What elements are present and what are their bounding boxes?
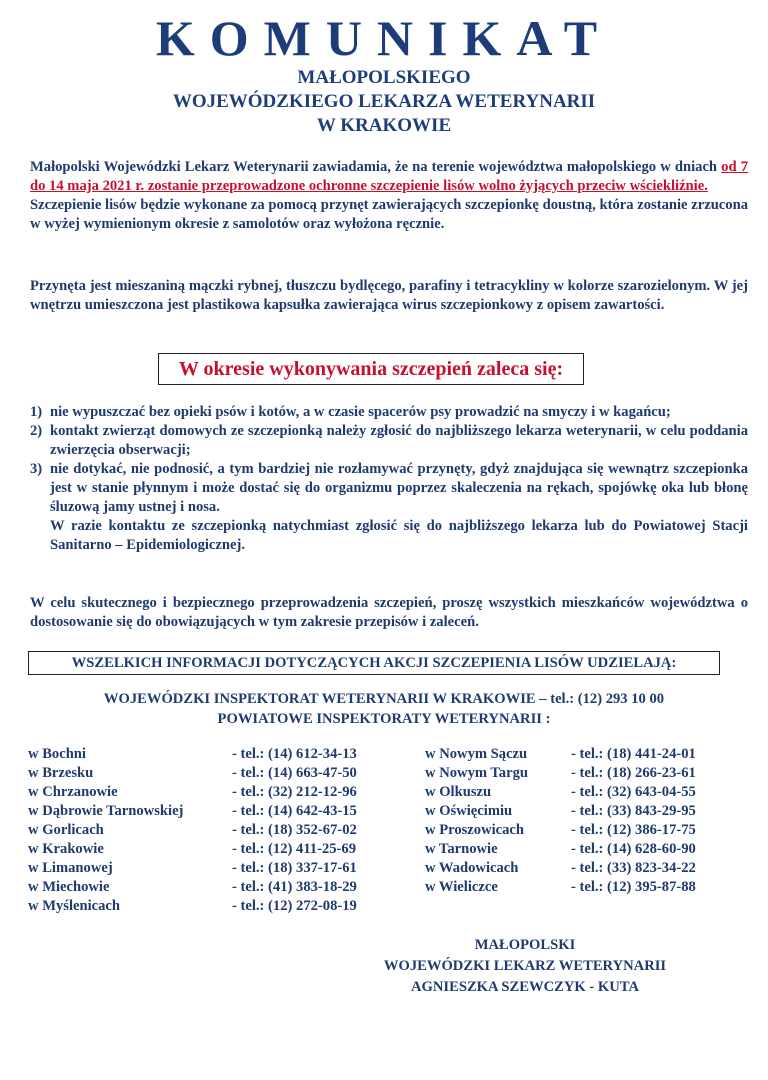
- contact-town: w Wadowicach: [425, 860, 519, 876]
- contact-row: [28, 764, 357, 783]
- recommendation-item: [30, 422, 748, 460]
- recommendation-heading: W okresie wykonywania szczepień zaleca się:: [158, 353, 584, 385]
- signature-line-2: WOJEWÓDZKI LEKARZ WETERYNARII: [383, 958, 667, 974]
- contact-row: [425, 802, 696, 821]
- contact-town: w Tarnowie: [425, 841, 498, 857]
- contact-row: [28, 859, 357, 878]
- recommendation-number: 1): [30, 404, 43, 420]
- contact-town: w Chrzanowie: [28, 784, 118, 800]
- contact-phone: - tel.: (33) 843-29-95: [571, 803, 696, 819]
- contact-row: [425, 840, 696, 859]
- bait-paragraph: Przynęta jest mieszaniną mączki rybnej, tłuszczu bydlęcego, parafiny i tetracykliny w kolorze szarozielonym. W jej wnętrzu umieszczona jest plastikowa kapsułka zawierająca wirus szczepionkowy z opisem zawartości.: [30, 278, 748, 313]
- contact-row: [425, 745, 696, 764]
- contact-town: w Gorlicach: [28, 822, 104, 838]
- contact-town: w Oświęcimiu: [425, 803, 513, 819]
- contact-phone: - tel.: (18) 352-67-02: [232, 822, 357, 838]
- contact-town: w Nowym Targu: [425, 765, 528, 781]
- issuer-heading: [0, 66, 768, 138]
- recommendation-list: [30, 403, 748, 555]
- info-heading: WSZELKICH INFORMACJI DOTYCZĄCYCH AKCJI SZCZEPIENIA LISÓW UDZIELAJĄ:: [28, 651, 720, 675]
- contacts-left-column: [28, 745, 357, 916]
- vaccination-dates-highlight: od 7 do 14 maja 2021 r. zostanie przeprowadzone ochronne szczepienie lisów wolno żyjących przeciw wściekliźnie.: [30, 159, 749, 194]
- contact-phone: - tel.: (14) 642-43-15: [232, 803, 357, 819]
- contact-row: [28, 745, 357, 764]
- recommendation-item: [30, 460, 748, 517]
- document-title: KOMUNIKAT: [155, 10, 613, 66]
- contact-phone: - tel.: (14) 663-47-50: [232, 765, 357, 781]
- recommendation-item: [30, 403, 748, 422]
- contact-row: [28, 840, 357, 859]
- intro-paragraph: [30, 158, 748, 234]
- recommendation-number: 3): [30, 461, 43, 477]
- contact-note: W razie kontaktu ze szczepionką natychmiast zgłosić się do najbliższego lekarza lub do Powiatowej Stacji Sanitarno – Epidemiologicznej.: [50, 518, 748, 553]
- contact-phone: - tel.: (12) 411-25-69: [232, 841, 357, 857]
- main-inspectorate: WOJEWÓDZKI INSPEKTORAT WETERYNARII W KRAKOWIE – tel.: (12) 293 10 00: [103, 691, 665, 707]
- signature-line-1: MAŁOPOLSKI: [474, 937, 576, 953]
- contact-row: [28, 821, 357, 840]
- recommendation-text: nie wypuszczać bez opieki psów i kotów, a w czasie spacerów psy prowadzić na smyczy i w kagańcu;: [50, 404, 671, 420]
- contact-row: [425, 783, 696, 802]
- contact-phone: - tel.: (41) 383-18-29: [232, 879, 357, 895]
- contact-town: w Myślenicach: [28, 898, 121, 914]
- contacts-right-column: [425, 745, 696, 897]
- contact-phone: - tel.: (18) 337-17-61: [232, 860, 357, 876]
- recommendation-text: nie dotykać, nie podnosić, a tym bardziej nie rozłamywać przynęty, gdyż znajdująca się wewnątrz szczepionka jest w stanie płynnym i może dostać się do organizmu poprzez skaleczenia na rękach, spojówkę oka lub błonę śluzową jamy ustnej i nosa.: [50, 461, 748, 515]
- contact-row: [28, 783, 357, 802]
- contact-phone: - tel.: (33) 823-34-22: [571, 860, 696, 876]
- contact-phone: - tel.: (14) 628-60-90: [571, 841, 696, 857]
- contact-town: w Krakowie: [28, 841, 104, 857]
- intro-text: Małopolski Wojewódzki Lekarz Weterynarii zawiadamia, że na terenie województwa małopolskiego w dniach: [30, 159, 722, 175]
- contact-phone: - tel.: (32) 212-12-96: [232, 784, 357, 800]
- contact-phone: - tel.: (12) 386-17-75: [571, 822, 696, 838]
- contact-row: [425, 878, 696, 897]
- issuer-line-2: WOJEWÓDZKIEGO LEKARZA WETERYNARII: [172, 91, 596, 112]
- contact-town: w Dąbrowie Tarnowskiej: [28, 803, 184, 819]
- contact-town: w Proszowicach: [425, 822, 525, 838]
- contact-row: [28, 878, 357, 897]
- signature-line-3: AGNIESZKA SZEWCZYK - KUTA: [410, 979, 639, 995]
- contact-phone: - tel.: (32) 643-04-55: [571, 784, 696, 800]
- contact-town: w Miechowie: [28, 879, 110, 895]
- contact-phone: - tel.: (14) 612-34-13: [232, 746, 357, 762]
- contact-town: w Bochni: [28, 746, 86, 762]
- issuer-line-3: W KRAKOWIE: [316, 115, 452, 136]
- contact-phone: - tel.: (18) 266-23-61: [571, 765, 696, 781]
- contact-row: [28, 802, 357, 821]
- contact-row: [425, 859, 696, 878]
- contact-row: [425, 764, 696, 783]
- recommendation-number: 2): [30, 423, 43, 439]
- contact-town: w Olkuszu: [425, 784, 492, 800]
- contact-row: [425, 821, 696, 840]
- contact-town: w Limanowej: [28, 860, 113, 876]
- contact-phone: - tel.: (12) 272-08-19: [232, 898, 357, 914]
- contact-town: w Nowym Sączu: [425, 746, 528, 762]
- contact-town: w Wieliczce: [425, 879, 498, 895]
- intro-method-text: Szczepienie lisów będzie wykonane za pomocą przynęt zawierających szczepionkę doustną, która zostanie zrzucona w wyżej wymienionym okresie z samolotów oraz wyłożona ręcznie.: [30, 197, 748, 232]
- appeal-paragraph: W celu skutecznego i bezpiecznego przeprowadzenia szczepień, proszę wszystkich mieszkańców województwa o dostosowanie się do obowiązujących w tym zakresie przepisów i zaleceń.: [30, 595, 748, 630]
- county-inspectorates-heading: POWIATOWE INSPEKTORATY WETERYNARII :: [217, 711, 551, 727]
- issuer-line-1: MAŁOPOLSKIEGO: [297, 67, 471, 88]
- contact-town: w Brzesku: [28, 765, 94, 781]
- recommendation-text: kontakt zwierząt domowych ze szczepionką należy zgłosić do najbliższego lekarza weterynarii, w celu poddania zwierzęcia obserwacji;: [50, 423, 748, 458]
- contact-row: [28, 897, 357, 916]
- contact-phone: - tel.: (12) 395-87-88: [571, 879, 696, 895]
- contact-phone: - tel.: (18) 441-24-01: [571, 746, 696, 762]
- signature-block: [340, 935, 710, 998]
